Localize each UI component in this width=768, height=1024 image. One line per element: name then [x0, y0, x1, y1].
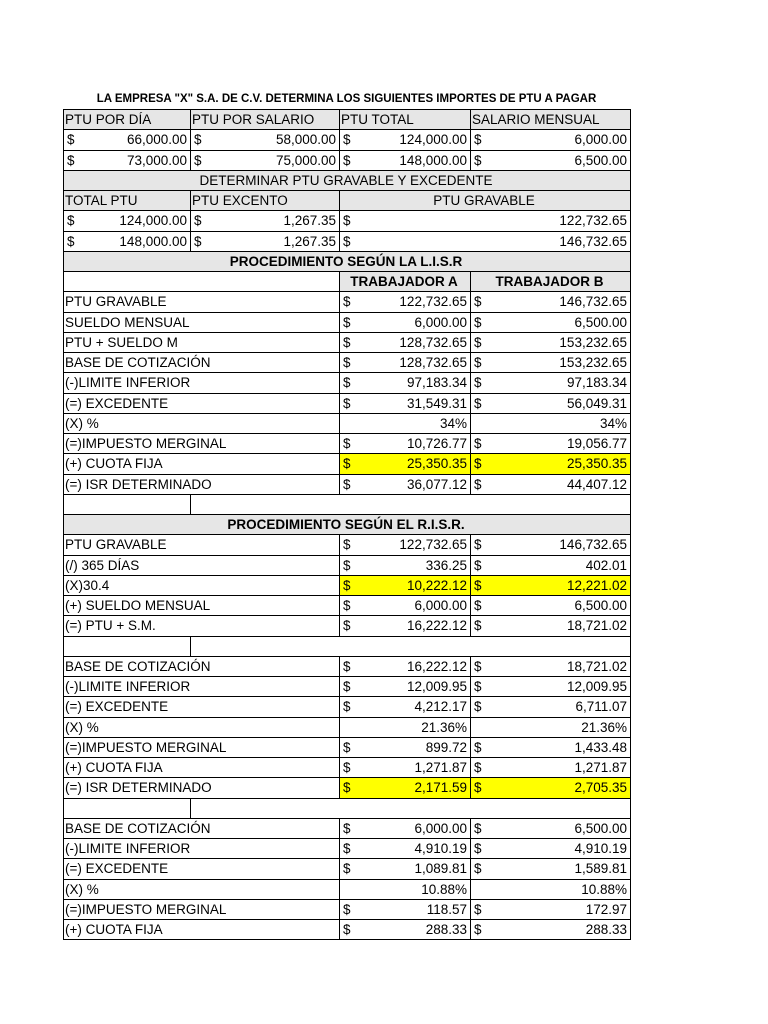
currency-symbol: $	[343, 779, 351, 795]
table1-header: SALARIO MENSUAL	[472, 111, 600, 127]
grid-line	[63, 757, 631, 758]
value-trabajador-a: 25,350.35	[406, 455, 467, 471]
table1-cell: 148,000.00	[399, 152, 467, 168]
grid-line	[190, 109, 191, 171]
value-trabajador-a: 21.36%	[421, 719, 467, 735]
currency-symbol: $	[474, 739, 482, 755]
row-label: PTU GRAVABLE	[65, 536, 167, 552]
table2-cell: 1,267.35	[283, 212, 336, 228]
grid-line	[63, 231, 631, 232]
value-trabajador-b: 6,500.00	[574, 820, 627, 836]
currency-symbol: $	[474, 678, 482, 694]
value-trabajador-a: 899.72	[425, 739, 467, 755]
currency-symbol: $	[343, 759, 351, 775]
table2-cell: 124,000.00	[119, 212, 187, 228]
currency-symbol: $	[474, 131, 482, 147]
value-trabajador-b: 6,711.07	[575, 698, 627, 714]
table1-cell: 75,000.00	[275, 152, 336, 168]
row-label: (=) EXCEDENTE	[65, 395, 169, 411]
currency-symbol: $	[343, 698, 351, 714]
currency-symbol: $	[343, 617, 351, 633]
grid-line	[339, 818, 340, 940]
currency-symbol: $	[474, 293, 482, 309]
row-label: SUELDO MENSUAL	[65, 314, 190, 330]
currency-symbol: $	[194, 131, 202, 147]
value-trabajador-b: 1,433.48	[574, 739, 627, 755]
value-trabajador-b: 12,221.02	[566, 577, 627, 593]
value-trabajador-b: 34%	[599, 415, 627, 431]
grid-line	[63, 413, 631, 414]
grid-line	[470, 534, 471, 637]
grid-line	[63, 312, 631, 313]
grid-line	[63, 453, 631, 454]
currency-symbol: $	[474, 617, 482, 633]
value-trabajador-b: 2,705.35	[574, 779, 627, 795]
grid-line	[63, 372, 631, 373]
value-trabajador-b: 402.01	[585, 557, 627, 573]
currency-symbol: $	[343, 739, 351, 755]
value-trabajador-b: 153,232.65	[559, 334, 627, 350]
grid-line	[63, 595, 631, 596]
value-trabajador-a: 122,732.65	[399, 293, 467, 309]
row-label: (X) %	[65, 719, 99, 735]
currency-symbol: $	[343, 820, 351, 836]
value-trabajador-b: 12,009.95	[566, 678, 627, 694]
grid-line	[63, 919, 631, 920]
grid-line	[63, 150, 631, 151]
currency-symbol: $	[194, 233, 202, 249]
row-label: (/) 365 DÍAS	[65, 557, 140, 573]
value-trabajador-b: 4,910.19	[574, 840, 627, 856]
table2-heading: DETERMINAR PTU GRAVABLE Y EXCEDENTE	[199, 172, 493, 188]
row-label: (=)IMPUESTO MERGINAL	[65, 901, 227, 917]
currency-symbol: $	[474, 557, 482, 573]
currency-symbol: $	[474, 476, 482, 492]
table1-cell: 58,000.00	[275, 131, 336, 147]
currency-symbol: $	[474, 820, 482, 836]
grid-line	[63, 352, 631, 353]
value-trabajador-b: 1,271.87	[574, 759, 627, 775]
grid-line	[190, 494, 191, 515]
grid-line	[470, 818, 471, 940]
table1-cell: 6,000.00	[574, 131, 627, 147]
row-label: PTU GRAVABLE	[65, 293, 167, 309]
grid-line	[63, 615, 631, 616]
grid-line	[63, 210, 631, 211]
value-trabajador-b: 288.33	[585, 921, 627, 937]
value-trabajador-a: 16,222.12	[406, 658, 467, 674]
value-trabajador-b: 1,589.81	[574, 860, 627, 876]
grid-line	[63, 474, 631, 475]
value-trabajador-b: 153,232.65	[559, 354, 627, 370]
grid-line	[63, 393, 631, 394]
currency-symbol: $	[474, 901, 482, 917]
grid-line	[63, 332, 631, 333]
row-label: (-)LIMITE INFERIOR	[65, 840, 191, 856]
risr-heading: PROCEDIMIENTO SEGÚN EL R.I.S.R.	[227, 516, 465, 532]
grid-line	[190, 636, 191, 657]
currency-symbol: $	[194, 152, 202, 168]
value-trabajador-a: 34%	[439, 415, 467, 431]
currency-symbol: $	[343, 233, 351, 249]
value-trabajador-b: 25,350.35	[566, 455, 627, 471]
grid-line	[339, 190, 340, 252]
value-trabajador-b: 18,721.02	[566, 617, 627, 633]
table1-cell: 6,500.00	[574, 152, 627, 168]
currency-symbol: $	[343, 536, 351, 552]
value-trabajador-a: 128,732.65	[399, 354, 467, 370]
currency-symbol: $	[343, 840, 351, 856]
currency-symbol: $	[474, 354, 482, 370]
currency-symbol: $	[343, 678, 351, 694]
currency-symbol: $	[343, 212, 351, 228]
grid-line	[63, 879, 631, 880]
currency-symbol: $	[474, 536, 482, 552]
currency-symbol: $	[474, 921, 482, 937]
grid-line	[190, 798, 191, 819]
value-trabajador-a: 4,212.17	[414, 698, 467, 714]
grid-line	[63, 534, 631, 535]
row-label: (X) %	[65, 415, 99, 431]
grid-line	[63, 555, 631, 556]
value-trabajador-b: 10.88%	[581, 881, 627, 897]
grid-line	[63, 717, 631, 718]
row-label: (=) ISR DETERMINADO	[65, 779, 212, 795]
column-header-trabajador-a: TRABAJADOR A	[350, 273, 458, 289]
value-trabajador-b: 146,732.65	[559, 293, 627, 309]
row-label: BASE DE COTIZACIÓN	[65, 658, 211, 674]
value-trabajador-a: 336.25	[425, 557, 467, 573]
grid-line	[63, 798, 631, 799]
currency-symbol: $	[67, 233, 75, 249]
grid-line	[63, 737, 631, 738]
currency-symbol: $	[67, 131, 75, 147]
table1-cell: 124,000.00	[399, 131, 467, 147]
value-trabajador-a: 2,171.59	[414, 779, 467, 795]
grid-line	[63, 818, 631, 819]
currency-symbol: $	[474, 577, 482, 593]
value-trabajador-a: 6,000.00	[414, 314, 467, 330]
currency-symbol: $	[343, 577, 351, 593]
currency-symbol: $	[343, 921, 351, 937]
table1-header: PTU POR DÍA	[65, 111, 152, 127]
value-trabajador-b: 44,407.12	[566, 476, 627, 492]
value-trabajador-a: 128,732.65	[399, 334, 467, 350]
currency-symbol: $	[343, 395, 351, 411]
row-label: (X) %	[65, 881, 99, 897]
table1-cell: 73,000.00	[126, 152, 187, 168]
value-trabajador-a: 6,000.00	[414, 820, 467, 836]
value-trabajador-a: 288.33	[425, 921, 467, 937]
grid-line	[63, 170, 631, 171]
grid-line	[63, 109, 631, 110]
currency-symbol: $	[67, 152, 75, 168]
value-trabajador-a: 97,183.34	[406, 374, 467, 390]
value-trabajador-b: 19,056.77	[566, 435, 627, 451]
grid-line	[63, 838, 631, 839]
currency-symbol: $	[343, 314, 351, 330]
value-trabajador-a: 10.88%	[421, 881, 467, 897]
lisr-heading: PROCEDIMIENTO SEGÚN LA L.I.S.R	[229, 253, 463, 269]
table2-cell: 1,267.35	[283, 233, 336, 249]
column-header-trabajador-b: TRABAJADOR B	[495, 273, 604, 289]
grid-line	[63, 433, 631, 434]
row-label: (+) CUOTA FIJA	[65, 921, 163, 937]
currency-symbol: $	[343, 131, 351, 147]
grid-line	[63, 291, 631, 292]
grid-line	[63, 129, 631, 130]
value-trabajador-b: 56,049.31	[566, 395, 627, 411]
value-trabajador-b: 6,500.00	[574, 597, 627, 613]
value-trabajador-a: 122,732.65	[399, 536, 467, 552]
currency-symbol: $	[343, 597, 351, 613]
row-label: PTU + SUELDO M	[65, 334, 178, 350]
row-label: (=) EXCEDENTE	[65, 860, 169, 876]
table2-header: PTU EXCENTO	[192, 192, 288, 208]
value-trabajador-b: 146,732.65	[559, 536, 627, 552]
grid-line	[63, 251, 631, 252]
currency-symbol: $	[474, 658, 482, 674]
currency-symbol: $	[474, 840, 482, 856]
currency-symbol: $	[343, 354, 351, 370]
value-trabajador-b: 172.97	[585, 901, 627, 917]
grid-line	[63, 696, 631, 697]
grid-line	[339, 534, 340, 637]
value-trabajador-a: 16,222.12	[406, 617, 467, 633]
row-label: (+) CUOTA FIJA	[65, 455, 163, 471]
grid-line	[63, 939, 631, 940]
row-label: (-)LIMITE INFERIOR	[65, 374, 191, 390]
currency-symbol: $	[343, 152, 351, 168]
grid-line	[63, 899, 631, 900]
currency-symbol: $	[474, 597, 482, 613]
grid-line	[63, 676, 631, 677]
table2-header: TOTAL PTU	[65, 192, 138, 208]
currency-symbol: $	[343, 374, 351, 390]
grid-line	[470, 109, 471, 171]
currency-symbol: $	[343, 658, 351, 674]
currency-symbol: $	[343, 557, 351, 573]
currency-symbol: $	[474, 455, 482, 471]
currency-symbol: $	[343, 435, 351, 451]
currency-symbol: $	[474, 374, 482, 390]
currency-symbol: $	[474, 698, 482, 714]
table1-header: PTU POR SALARIO	[192, 111, 315, 127]
table2-cell: 122,732.65	[559, 212, 627, 228]
value-trabajador-a: 1,271.87	[414, 759, 467, 775]
value-trabajador-a: 10,726.77	[406, 435, 467, 451]
row-label: (+) SUELDO MENSUAL	[65, 597, 211, 613]
currency-symbol: $	[474, 314, 482, 330]
value-trabajador-a: 12,009.95	[406, 678, 467, 694]
currency-symbol: $	[474, 779, 482, 795]
grid-line	[630, 109, 631, 940]
value-trabajador-a: 118.57	[426, 901, 467, 917]
row-label: (X)30.4	[65, 577, 110, 593]
currency-symbol: $	[194, 212, 202, 228]
grid-line	[63, 514, 631, 515]
row-label: BASE DE COTIZACIÓN	[65, 820, 211, 836]
value-trabajador-b: 97,183.34	[566, 374, 627, 390]
value-trabajador-a: 6,000.00	[414, 597, 467, 613]
currency-symbol: $	[474, 334, 482, 350]
grid-line	[63, 777, 631, 778]
grid-line	[190, 190, 191, 252]
grid-line	[470, 271, 471, 495]
row-label: (=) ISR DETERMINADO	[65, 476, 212, 492]
document-title: LA EMPRESA "X" S.A. DE C.V. DETERMINA LOS SIGUIENTES IMPORTES DE PTU A PAGAR	[96, 93, 597, 105]
currency-symbol: $	[343, 901, 351, 917]
table2-cell: 148,000.00	[119, 233, 187, 249]
row-label: (=) PTU + S.M.	[65, 617, 156, 633]
grid-line	[339, 109, 340, 171]
value-trabajador-a: 36,077.12	[406, 476, 467, 492]
currency-symbol: $	[474, 395, 482, 411]
grid-line	[63, 109, 64, 940]
table2-header: PTU GRAVABLE	[433, 192, 535, 208]
currency-symbol: $	[474, 435, 482, 451]
currency-symbol: $	[343, 293, 351, 309]
grid-line	[63, 494, 631, 495]
currency-symbol: $	[343, 476, 351, 492]
row-label: (=)IMPUESTO MERGINAL	[65, 435, 227, 451]
grid-line	[339, 656, 340, 799]
grid-line	[63, 656, 631, 657]
grid-line	[63, 190, 631, 191]
value-trabajador-a: 31,549.31	[406, 395, 467, 411]
value-trabajador-b: 21.36%	[581, 719, 627, 735]
grid-line	[63, 271, 631, 272]
row-label: (+) CUOTA FIJA	[65, 759, 163, 775]
grid-line	[63, 636, 631, 637]
table1-header: PTU TOTAL	[341, 111, 414, 127]
grid-line	[63, 575, 631, 576]
table2-cell: 146,732.65	[559, 233, 627, 249]
currency-symbol: $	[67, 212, 75, 228]
value-trabajador-a: 10,222.12	[406, 577, 467, 593]
grid-line	[470, 656, 471, 799]
table1-cell: 66,000.00	[126, 131, 187, 147]
value-trabajador-a: 4,910.19	[414, 840, 467, 856]
currency-symbol: $	[343, 455, 351, 471]
row-label: BASE DE COTIZACIÓN	[65, 354, 211, 370]
value-trabajador-b: 18,721.02	[566, 658, 627, 674]
currency-symbol: $	[474, 152, 482, 168]
currency-symbol: $	[343, 334, 351, 350]
currency-symbol: $	[474, 759, 482, 775]
value-trabajador-b: 6,500.00	[574, 314, 627, 330]
grid-line	[63, 858, 631, 859]
value-trabajador-a: 1,089.81	[414, 860, 467, 876]
currency-symbol: $	[474, 860, 482, 876]
currency-symbol: $	[343, 860, 351, 876]
grid-line	[339, 271, 340, 495]
row-label: (=) EXCEDENTE	[65, 698, 169, 714]
row-label: (=)IMPUESTO MERGINAL	[65, 739, 227, 755]
row-label: (-)LIMITE INFERIOR	[65, 678, 191, 694]
